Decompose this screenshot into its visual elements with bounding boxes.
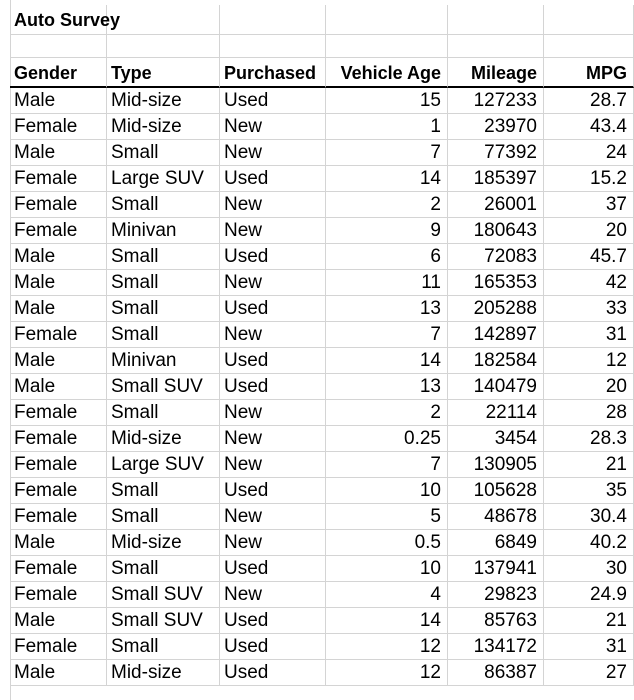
table-cell[interactable]: Female bbox=[10, 218, 107, 244]
table-cell[interactable]: 2 bbox=[326, 192, 448, 218]
table-row bbox=[0, 88, 634, 114]
table-cell[interactable]: Small bbox=[107, 192, 220, 218]
table-cell[interactable]: 40.2 bbox=[544, 530, 634, 556]
table-cell[interactable]: 15.2 bbox=[544, 166, 634, 192]
table-cell[interactable]: 1 bbox=[326, 114, 448, 140]
table-cell[interactable]: Small bbox=[107, 296, 220, 322]
table-row bbox=[0, 374, 634, 400]
empty-cell[interactable] bbox=[326, 35, 448, 58]
table-row bbox=[0, 452, 634, 478]
column-header-cell[interactable]: MPG bbox=[544, 58, 634, 88]
table-cell[interactable]: 6 bbox=[326, 244, 448, 270]
table-cell[interactable]: Small SUV bbox=[107, 582, 220, 608]
table-row bbox=[0, 634, 634, 660]
table-cell[interactable]: Mid-size bbox=[107, 88, 220, 114]
title-row bbox=[0, 5, 634, 35]
table-cell[interactable]: 22114 bbox=[448, 400, 544, 426]
table-cell[interactable]: 10 bbox=[326, 478, 448, 504]
table-cell[interactable]: 12 bbox=[544, 348, 634, 374]
table-cell[interactable]: 165353 bbox=[448, 270, 544, 296]
table-cell[interactable]: 105628 bbox=[448, 478, 544, 504]
table-cell[interactable]: 12 bbox=[326, 634, 448, 660]
table-cell[interactable]: Small bbox=[107, 244, 220, 270]
table-row bbox=[0, 478, 634, 504]
table-cell[interactable]: 30 bbox=[544, 556, 634, 582]
table-row bbox=[0, 348, 634, 374]
table-row bbox=[0, 426, 634, 452]
empty-cell[interactable] bbox=[220, 35, 326, 58]
column-header-cell[interactable]: Purchased bbox=[220, 58, 326, 88]
column-header-cell[interactable]: Vehicle Age bbox=[326, 58, 448, 88]
table-cell[interactable]: Used bbox=[220, 348, 326, 374]
table-cell[interactable]: Small bbox=[107, 504, 220, 530]
empty-cell[interactable] bbox=[107, 5, 220, 35]
table-cell[interactable]: Small bbox=[107, 322, 220, 348]
table-cell[interactable]: Small bbox=[107, 478, 220, 504]
table-cell[interactable]: 48678 bbox=[448, 504, 544, 530]
table-cell[interactable]: New bbox=[220, 218, 326, 244]
table-row bbox=[0, 556, 634, 582]
table-cell[interactable]: 77392 bbox=[448, 140, 544, 166]
empty-cell[interactable] bbox=[220, 5, 326, 35]
table-cell[interactable]: New bbox=[220, 270, 326, 296]
table-cell[interactable]: 134172 bbox=[448, 634, 544, 660]
table-row bbox=[0, 504, 634, 530]
column-header-cell[interactable]: Type bbox=[107, 58, 220, 88]
table-cell[interactable]: 10 bbox=[326, 556, 448, 582]
table-cell[interactable]: 28.7 bbox=[544, 88, 634, 114]
table-cell[interactable]: 12 bbox=[326, 660, 448, 686]
table-cell[interactable]: New bbox=[220, 192, 326, 218]
table-cell[interactable]: 13 bbox=[326, 374, 448, 400]
table-cell[interactable]: Male bbox=[10, 348, 107, 374]
table-cell[interactable]: 24.9 bbox=[544, 582, 634, 608]
table-cell[interactable]: 24 bbox=[544, 140, 634, 166]
table-cell[interactable]: Small SUV bbox=[107, 374, 220, 400]
table-cell[interactable]: New bbox=[220, 426, 326, 452]
table-cell[interactable]: New bbox=[220, 452, 326, 478]
table-cell[interactable]: 0.25 bbox=[326, 426, 448, 452]
table-cell[interactable]: Female bbox=[10, 556, 107, 582]
table-cell[interactable]: Female bbox=[10, 452, 107, 478]
table-cell[interactable]: Used bbox=[220, 244, 326, 270]
table-cell[interactable]: Male bbox=[10, 296, 107, 322]
table-cell[interactable]: Female bbox=[10, 504, 107, 530]
table-cell[interactable]: Male bbox=[10, 660, 107, 686]
empty-cell[interactable] bbox=[448, 35, 544, 58]
table-cell[interactable]: Female bbox=[10, 322, 107, 348]
table-cell[interactable]: Female bbox=[10, 634, 107, 660]
table-row bbox=[0, 244, 634, 270]
table-cell[interactable]: New bbox=[220, 322, 326, 348]
table-cell[interactable]: Large SUV bbox=[107, 452, 220, 478]
table-cell[interactable]: Male bbox=[10, 270, 107, 296]
table-row bbox=[0, 218, 634, 244]
table-cell[interactable]: Used bbox=[220, 166, 326, 192]
table-cell[interactable]: Female bbox=[10, 192, 107, 218]
table-cell[interactable]: 14 bbox=[326, 608, 448, 634]
table-cell[interactable]: 72083 bbox=[448, 244, 544, 270]
table-cell[interactable]: 5 bbox=[326, 504, 448, 530]
table-cell[interactable]: 20 bbox=[544, 374, 634, 400]
table-cell[interactable]: 43.4 bbox=[544, 114, 634, 140]
table-cell[interactable]: 6849 bbox=[448, 530, 544, 556]
table-cell[interactable]: 180643 bbox=[448, 218, 544, 244]
table-cell[interactable]: Male bbox=[10, 608, 107, 634]
table-cell[interactable]: 182584 bbox=[448, 348, 544, 374]
table-cell[interactable]: Female bbox=[10, 426, 107, 452]
empty-cell[interactable] bbox=[544, 35, 634, 58]
table-cell[interactable]: 20 bbox=[544, 218, 634, 244]
table-cell[interactable]: 3454 bbox=[448, 426, 544, 452]
table-cell[interactable]: 37 bbox=[544, 192, 634, 218]
table-cell[interactable]: 185397 bbox=[448, 166, 544, 192]
table-cell[interactable]: 30.4 bbox=[544, 504, 634, 530]
empty-cell[interactable] bbox=[448, 5, 544, 35]
table-cell[interactable]: Mid-size bbox=[107, 660, 220, 686]
column-header-cell[interactable]: Gender bbox=[10, 58, 107, 88]
table-cell[interactable]: Used bbox=[220, 296, 326, 322]
table-cell[interactable]: 140479 bbox=[448, 374, 544, 400]
table-cell[interactable]: 137941 bbox=[448, 556, 544, 582]
table-cell[interactable]: New bbox=[220, 114, 326, 140]
table-cell[interactable]: 21 bbox=[544, 608, 634, 634]
empty-cell[interactable] bbox=[107, 35, 220, 58]
table-cell[interactable]: Male bbox=[10, 374, 107, 400]
table-cell[interactable]: Minivan bbox=[107, 348, 220, 374]
table-cell[interactable]: Small bbox=[107, 140, 220, 166]
table-cell[interactable]: Female bbox=[10, 478, 107, 504]
table-cell[interactable]: 23970 bbox=[448, 114, 544, 140]
table-cell[interactable]: Small bbox=[107, 556, 220, 582]
table-cell[interactable]: New bbox=[220, 400, 326, 426]
table-cell[interactable]: Minivan bbox=[107, 218, 220, 244]
table-row bbox=[0, 322, 634, 348]
table-cell[interactable]: 28.3 bbox=[544, 426, 634, 452]
table-cell[interactable]: 7 bbox=[326, 140, 448, 166]
table-cell[interactable]: 45.7 bbox=[544, 244, 634, 270]
table-cell[interactable]: New bbox=[220, 140, 326, 166]
table-cell[interactable]: 42 bbox=[544, 270, 634, 296]
table-cell[interactable]: 15 bbox=[326, 88, 448, 114]
table-cell[interactable]: 130905 bbox=[448, 452, 544, 478]
table-row bbox=[0, 192, 634, 218]
header-row bbox=[0, 58, 634, 88]
table-cell[interactable]: Used bbox=[220, 634, 326, 660]
table-cell[interactable]: 2 bbox=[326, 400, 448, 426]
table-cell[interactable]: 7 bbox=[326, 452, 448, 478]
table-cell[interactable]: New bbox=[220, 504, 326, 530]
table-cell[interactable]: 33 bbox=[544, 296, 634, 322]
table-cell[interactable]: Small bbox=[107, 270, 220, 296]
table-cell[interactable]: 28 bbox=[544, 400, 634, 426]
table-cell[interactable]: 7 bbox=[326, 322, 448, 348]
table-row bbox=[0, 530, 634, 556]
table-cell[interactable]: 0.5 bbox=[326, 530, 448, 556]
table-row bbox=[0, 296, 634, 322]
table-cell[interactable]: Small bbox=[107, 400, 220, 426]
table-cell[interactable]: 27 bbox=[544, 660, 634, 686]
empty-cell[interactable] bbox=[10, 35, 107, 58]
table-cell[interactable]: Small bbox=[107, 634, 220, 660]
column-header-cell[interactable]: Mileage bbox=[448, 58, 544, 88]
table-cell[interactable]: Used bbox=[220, 556, 326, 582]
table-cell[interactable]: Small SUV bbox=[107, 608, 220, 634]
table-cell[interactable]: 31 bbox=[544, 322, 634, 348]
table-row bbox=[0, 166, 634, 192]
table-cell[interactable]: Mid-size bbox=[107, 426, 220, 452]
table-cell[interactable]: Mid-size bbox=[107, 114, 220, 140]
table-row bbox=[0, 608, 634, 634]
table-row bbox=[0, 140, 634, 166]
table-row bbox=[0, 400, 634, 426]
table-cell[interactable]: 127233 bbox=[448, 88, 544, 114]
table-cell[interactable]: 86387 bbox=[448, 660, 544, 686]
table-cell[interactable]: 14 bbox=[326, 166, 448, 192]
table-cell[interactable]: Male bbox=[10, 140, 107, 166]
table-row bbox=[0, 582, 634, 608]
table-cell[interactable]: 14 bbox=[326, 348, 448, 374]
table-cell[interactable]: 11 bbox=[326, 270, 448, 296]
table-cell[interactable]: Female bbox=[10, 400, 107, 426]
table-cell[interactable]: Male bbox=[10, 88, 107, 114]
table-cell[interactable]: Used bbox=[220, 88, 326, 114]
table-cell[interactable]: 35 bbox=[544, 478, 634, 504]
table-cell[interactable]: New bbox=[220, 530, 326, 556]
table-cell[interactable]: 142897 bbox=[448, 322, 544, 348]
table-cell[interactable]: Used bbox=[220, 478, 326, 504]
table-cell[interactable]: New bbox=[220, 582, 326, 608]
table-cell[interactable]: Male bbox=[10, 530, 107, 556]
table-cell[interactable]: Used bbox=[220, 374, 326, 400]
table-cell[interactable]: 205288 bbox=[448, 296, 544, 322]
table-cell[interactable]: Male bbox=[10, 244, 107, 270]
table-cell[interactable]: Female bbox=[10, 582, 107, 608]
table-cell[interactable]: 26001 bbox=[448, 192, 544, 218]
table-cell[interactable]: 9 bbox=[326, 218, 448, 244]
table-cell[interactable]: Mid-size bbox=[107, 530, 220, 556]
table-row bbox=[0, 270, 634, 296]
empty-cell[interactable] bbox=[544, 5, 634, 35]
table-cell[interactable]: 21 bbox=[544, 452, 634, 478]
empty-cell[interactable] bbox=[326, 5, 448, 35]
table-cell[interactable]: 4 bbox=[326, 582, 448, 608]
table-cell[interactable]: Female bbox=[10, 166, 107, 192]
table-row bbox=[0, 660, 634, 686]
table-cell[interactable]: 29823 bbox=[448, 582, 544, 608]
table-row bbox=[0, 114, 634, 140]
table-cell[interactable]: Female bbox=[10, 114, 107, 140]
table-cell[interactable]: Large SUV bbox=[107, 166, 220, 192]
table-cell[interactable]: 31 bbox=[544, 634, 634, 660]
sheet-title-cell[interactable]: Auto Survey bbox=[10, 5, 107, 35]
blank-row bbox=[0, 35, 634, 58]
table-cell[interactable]: Used bbox=[220, 660, 326, 686]
table-cell[interactable]: Used bbox=[220, 608, 326, 634]
table-cell[interactable]: 13 bbox=[326, 296, 448, 322]
table-cell[interactable]: 85763 bbox=[448, 608, 544, 634]
